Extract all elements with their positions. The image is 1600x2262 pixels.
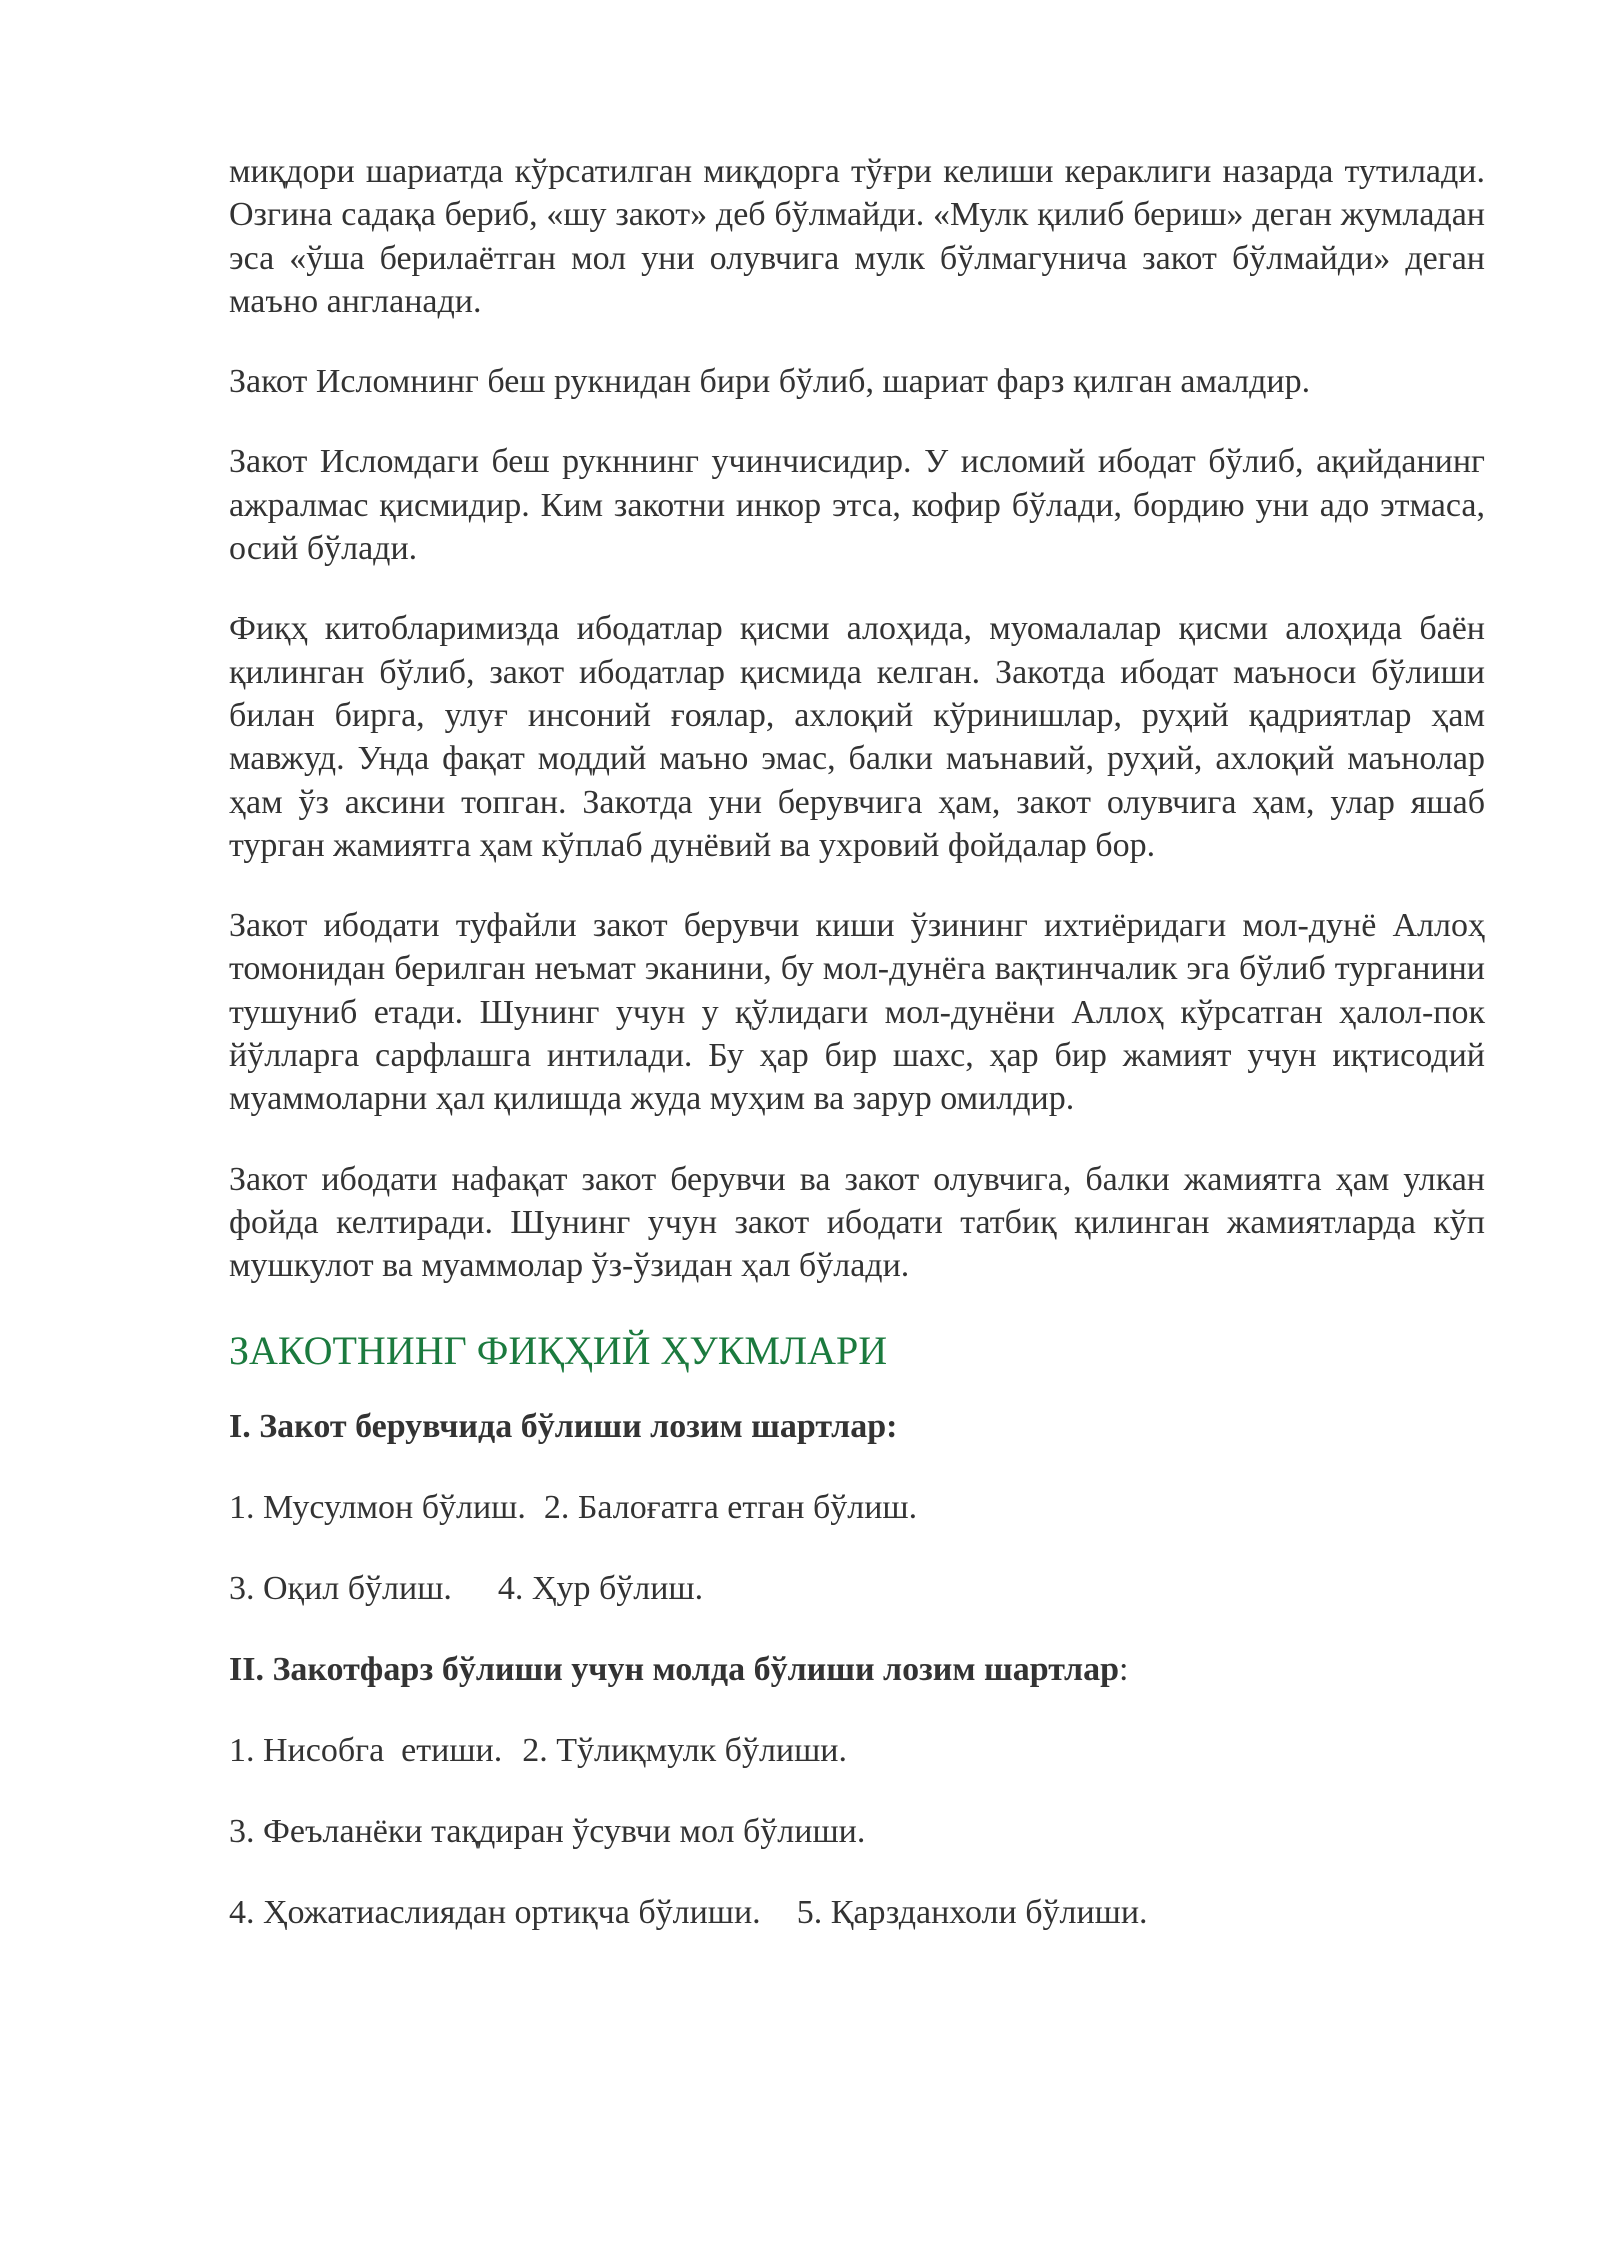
condition-item: 1. Мусулмон бўлиш. [229, 1488, 526, 1526]
paragraph-4: Фиқҳ китобларимизда ибодатлар қисми алоҳида, муомалалар қисми алоҳида баён қилинган бўлиб, закот ибодатлар қисмида келган. Закотда ибодат маъноси бўлиши билан бирга, улуғ инсоний ғоялар, ахлоқий кўринишлар, руҳий қадриятлар ҳам мавжуд. Унда фақат моддий маъно эмас, балки маънавий, руҳий, ахлоқий маънолар ҳам ўз аксини топган. Закотда уни берувчига ҳам, закот олувчига ҳам, улар яшаб турган жамиятга ҳам кўплаб дунёвий ва ухровий фойдалар бор. [229, 610, 1485, 864]
section1-line-2 [229, 1567, 1485, 1610]
section2-line-1 [229, 1729, 1485, 1772]
section2-title-colon: : [1119, 1650, 1129, 1688]
condition-item: 4. Ҳур бўлиш. [497, 1569, 704, 1607]
section1-title-text: I. Закот берувчида бўлиши лозим шартлар: [229, 1407, 898, 1445]
paragraph-1: миқдори шариатда кўрсатилган миқдорга тўғри келиши кераклиги назарда тутилади. Озгина садақа бериб, «шу закот» деб бўлмайди. «Мулк қилиб бериш» деган жумладан эса «ўша берилаётган мол уни олувчига мулк бўлмагунича закот бўлмайди» деган маъно англанади. [229, 153, 1485, 320]
section2-line-3 [229, 1891, 1485, 1934]
paragraph-6: Закот ибодати нафақат закот берувчи ва закот олувчига, балки жамиятга ҳам улкан фойда келтиради. Шунинг учун закот ибодати татбиқ қилинган жамиятларда кўп мушкулот ва муаммолар ўз-ўзидан ҳал бўлади. [229, 1160, 1485, 1285]
section2-line-2 [229, 1810, 1485, 1853]
paragraph-2: Закот Исломнинг беш рукнидан бири бўлиб, шариат фарз қилган амалдир. [229, 363, 1311, 401]
paragraph-3: Закот Исломдаги беш рукннинг учинчисидир. У исломий ибодат бўлиб, ақийданинг ажралмас қисмидир. Ким закотни инкор этса, кофир бўлади, бордию уни адо этмаса, осий бўлади. [229, 443, 1485, 568]
condition-item: 5. Қарзданхоли бўлиши. [796, 1893, 1148, 1931]
paragraph-5: Закот ибодати туфайли закот берувчи киши ўзининг ихтиёридаги мол-дунё Аллоҳ томонидан берилган неъмат эканини, бу мол-дунёга вақтинчалик эга бўлиб турганини тушуниб етади. Шунинг учун у қўлидаги мол-дунёни Аллоҳ кўрсатган ҳалол-пок йўлларга сарфлашга интилади. Бу ҳар бир шахс, ҳар бир жамият учун иқтисодий муаммоларни ҳал қилишда жуда муҳим ва зарур омилдир. [229, 907, 1485, 1118]
condition-item: 3. Феъланёки тақдиран ўсувчи мол бўлиши. [229, 1812, 866, 1850]
condition-item: 4. Ҳожатиаслиядан ортиқча бўлиши. [229, 1893, 761, 1931]
section1-title [229, 1405, 1485, 1448]
condition-item: 1. Нисобга етиши. [229, 1731, 503, 1769]
section2-title-text: II. Закотфарз бўлиши учун молда бўлиши лозим шартлар [229, 1650, 1120, 1688]
document-page [229, 150, 1485, 1972]
condition-item: 2. Балоғатга етган бўлиш. [543, 1488, 918, 1526]
section2-title [229, 1648, 1485, 1691]
section1-line-1 [229, 1486, 1485, 1529]
condition-item: 3. Оқил бўлиш. [229, 1569, 452, 1607]
condition-item: 2. Тўлиқмулк бўлиши. [522, 1731, 847, 1769]
section-heading: ЗАКОТНИНГ ФИҚҲИЙ ҲУКМЛАРИ [229, 1327, 888, 1373]
